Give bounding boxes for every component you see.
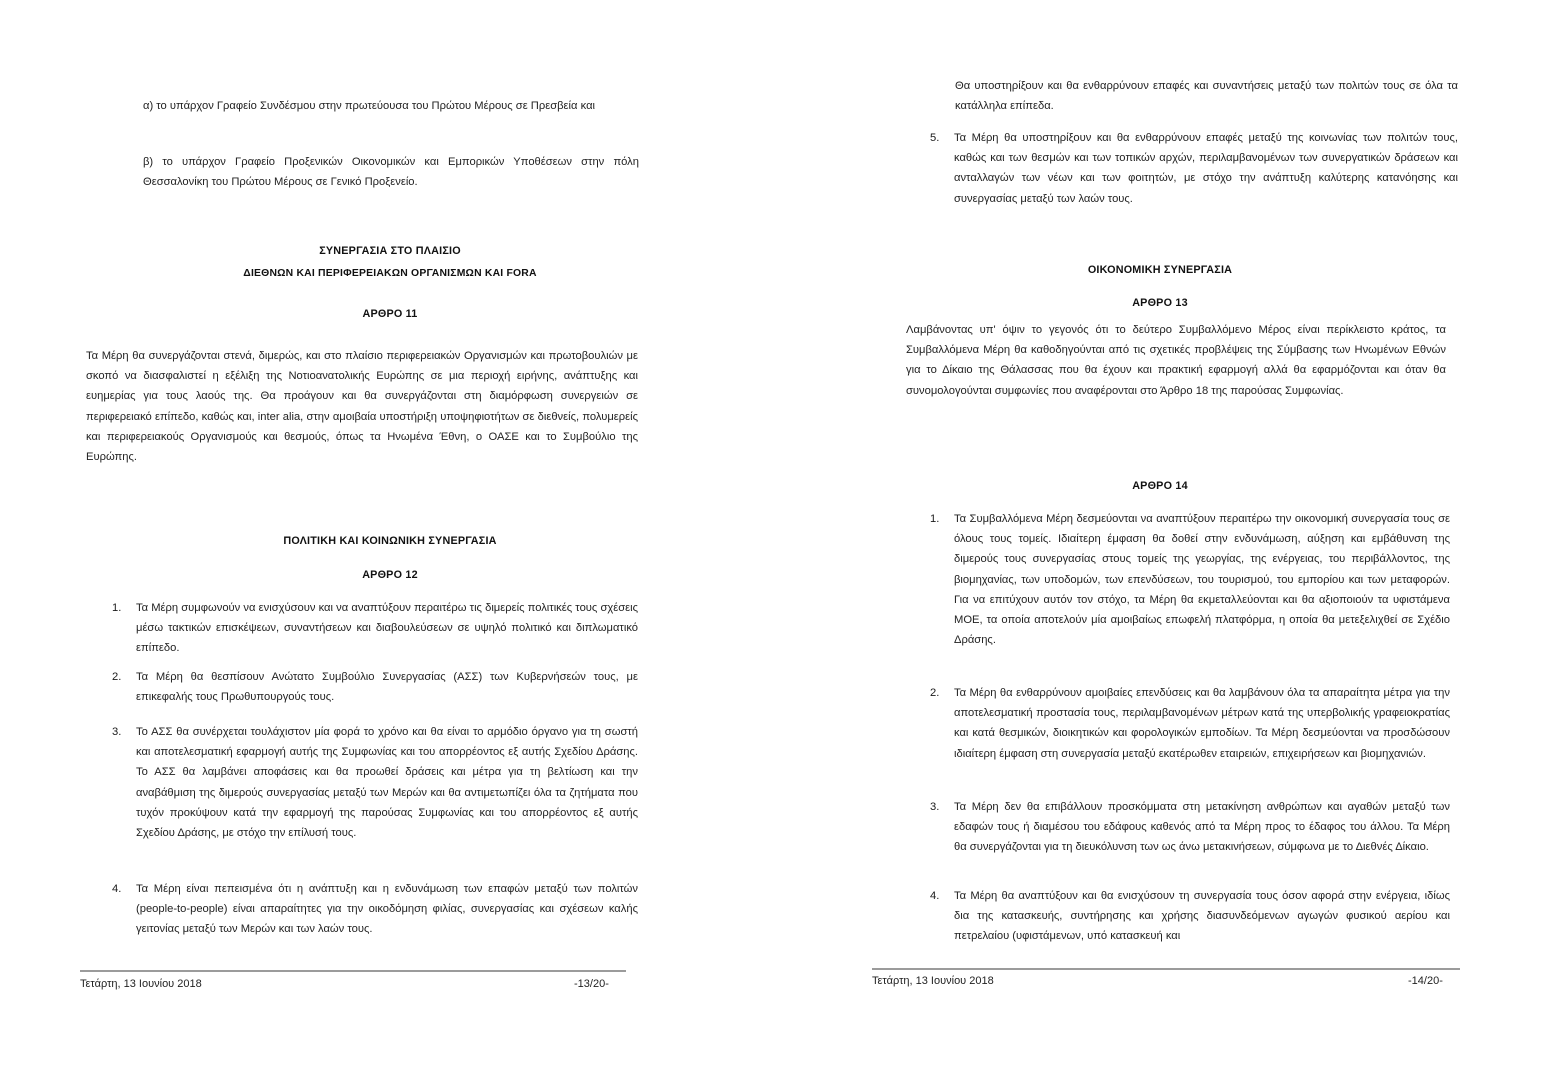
article-11-paragraph xyxy=(86,346,638,467)
article-13-text: Λαμβάνοντας υπ' όψιν το γεγονός ότι το δεύτερο Συμβαλλόμενο Μέρος είναι περίκλειστο κράτος, τα Συμβαλλόμενα Μέρη θα καθοδηγούνται από τις σχετικές προβλέψεις της Σύμβασης των Ηνωμένων Εθνών για το Δίκαιο της Θάλασσας που θα έχουν και πρακτική εφαρμογή αλλά θα εφαρμόζονται και όταν θα συνομολογούνται συμφωνίες που αναφέρονται στο Άρθρο 18 της παρούσας Συμφωνίας. xyxy=(906,324,1446,397)
intro-item-a-text: α) το υπάρχον Γραφείο Συνδέσμου στην πρωτεύουσα του Πρώτου Μέρους σε Πρεσβεία και xyxy=(143,100,596,112)
item-number: 2. xyxy=(930,687,940,699)
section-heading-international: ΣΥΝΕΡΓΑΣΙΑ ΣΤΟ ΠΛΑΙΣΙΟ xyxy=(319,245,461,257)
article-14-item-2 xyxy=(930,683,1450,785)
footer-divider xyxy=(872,968,1460,970)
item-text: Τα Μέρη θα θεσπίσουν Ανώτατο Συμβούλιο Συνεργασίας (ΑΣΣ) των Κυβερνήσεών τους, με επικεφαλής τους Πρωθυπουργούς τους. xyxy=(136,671,638,704)
article-14-item-1 xyxy=(930,509,1450,669)
item-number: 1. xyxy=(112,602,122,614)
item-number: 4. xyxy=(930,890,940,902)
item-number: 5. xyxy=(930,132,940,144)
article-12-item-4 xyxy=(112,879,638,941)
footer-page-number: -13/20- xyxy=(574,978,609,990)
article-14-item-3 xyxy=(930,797,1450,879)
continuation-text: Θα υποστηρίξουν και θα ενθαρρύνουν επαφές και συναντήσεις μεταξύ των πολιτών τους σε όλα τα κατάλληλα επίπεδα. xyxy=(955,80,1458,113)
footer-divider xyxy=(80,970,626,972)
footer-date: Τετάρτη, 13 Ιουνίου 2018 xyxy=(80,978,202,990)
section-heading-political: ΠΟΛΙΤΙΚΗ ΚΑΙ ΚΟΙΝΩΝΙΚΗ ΣΥΝΕΡΓΑΣΙΑ xyxy=(283,535,497,547)
item-text: Τα Συμβαλλόμενα Μέρη δεσμεύονται να αναπτύξουν περαιτέρω την οικονομική συνεργασία τους σε όλους τους τομείς. Ιδιαίτερη έμφαση θα δοθεί στην ενδυνάμωση, αύξηση και εμβάθυνση της διμερούς τους συνεργασίας στους τομείς της γεωργίας, της ενέργειας, του περιβάλλοντος, της βιομηχανίας, των υποδομών, των επενδύσεων, του τουρισμού, του εμπορίου και των μεταφορών. Για να επιτύχουν αυτόν τον στόχο, τα Μέρη θα εκμεταλλεύονται και θα αξιοποιούν τα υφιστάμενα ΜΟΕ, τα οποία αποτελούν μία αμοιβαίως επωφελή πλατφόρμα, η οποία θα μετεξελιχθεί σε Σχέδιο Δράσης. xyxy=(954,513,1450,647)
item-text: Τα Μέρη είναι πεπεισμένα ότι η ανάπτυξη και η ενδυνάμωση των επαφών μεταξύ των πολιτών (people-to-people) είναι απαραίτητες για την οικοδόμηση φιλίας, συνεργασίας και σχέσεων καλής γειτονίας μεταξύ των Μερών και των λαών τους. xyxy=(136,883,638,936)
intro-item-b-text: β) το υπάρχον Γραφείο Προξενικών Οικονομικών και Εμπορικών Υποθέσεων στην πόλη Θεσσαλονίκη του Πρώτου Μέρους σε Γενικό Προξενείο. xyxy=(143,156,639,189)
article-12-item-3 xyxy=(112,722,638,866)
item-text: Τα Μέρη συμφωνούν να ενισχύσουν και να αναπτύξουν περαιτέρω τις διμερείς πολιτικές τους σχέσεις μέσω τακτικών επισκέψεων, συναντήσεων και διαβουλεύσεων σε υψηλό πολιτικό και διπλωματικό επίπεδο. xyxy=(136,602,638,655)
item-number: 4. xyxy=(112,883,122,895)
item-number: 2. xyxy=(112,671,122,683)
section-heading-international-sub: ΔΙΕΘΝΩΝ ΚΑΙ ΠΕΡΙΦΕΡΕΙΑΚΩΝ ΟΡΓΑΝΙΣΜΩΝ ΚΑΙ FORA xyxy=(243,268,537,279)
article-12-heading: ΑΡΘΡΟ 12 xyxy=(362,569,418,581)
article-14-heading: ΑΡΘΡΟ 14 xyxy=(1132,480,1188,492)
article-11-text: Τα Μέρη θα συνεργάζονται στενά, διμερώς, και στο πλαίσιο περιφερειακών Οργανισμών και πρωτοβουλιών με σκοπό να διασφαλιστεί η εξέλιξη της Νοτιοανατολικής Ευρώπης σε μια περιοχή ειρήνης, ανάπτυξης και ευημερίας για τους λαούς της. Θα προάγουν και θα συνεργάζονται στη διαμόρφωση συνεργειών σε περιφερειακό επίπεδο, καθώς και, inter alia, στην αμοιβαία υποστήριξη υποψηφιοτήτων σε διεθνείς, πολυμερείς και περιφερειακούς Οργανισμούς και θεσμούς, όπως τα Ηνωμένα Έθνη, ο ΟΑΣΕ και το Συμβούλιο της Ευρώπης. xyxy=(86,350,638,464)
footer-date: Τετάρτη, 13 Ιουνίου 2018 xyxy=(872,975,994,987)
article-12-item-5 xyxy=(930,128,1458,212)
article-12-item-4-continuation xyxy=(955,76,1458,116)
intro-item-b xyxy=(143,152,639,192)
section-heading-economic: ΟΙΚΟΝΟΜΙΚΗ ΣΥΝΕΡΓΑΣΙΑ xyxy=(1087,264,1233,276)
item-number: 3. xyxy=(112,726,122,738)
article-12-item-1 xyxy=(112,598,638,660)
item-text: Τα Μέρη θα αναπτύξουν και θα ενισχύσουν τη συνεργασία τους όσον αφορά στην ενέργεια, ιδίως δια της κατασκευής, συντήρησης και χρήσης διασυνδεόμενων αγωγών φυσικού αερίου και πετρελαίου (υφιστάμενων, υπό κατασκευή και xyxy=(954,890,1450,943)
item-text: Τα Μέρη δεν θα επιβάλλουν προσκόμματα στη μετακίνηση ανθρώπων και αγαθών μεταξύ των εδαφών τους ή διαμέσου του εδάφους καθενός από τα Μέρη προς το έδαφος του άλλου. Τα Μέρη θα συνεργάζονται για τη διευκόλυνση των ως άνω μετακινήσεων, σύμφωνα με το Διεθνές Δίκαιο. xyxy=(954,801,1450,854)
item-text: Το ΑΣΣ θα συνέρχεται τουλάχιστον μία φορά το χρόνο και θα είναι το αρμόδιο όργανο για τη σωστή και αποτελεσματική εφαρμογή αυτής της Συμφωνίας και του απορρέοντος εξ αυτής Σχεδίου Δράσης. Το ΑΣΣ θα λαμβάνει αποφάσεις και θα προωθεί δράσεις και μέτρα για τη βελτίωση και την αναβάθμιση της διμερούς συνεργασίας μεταξύ των Μερών και θα αντιμετωπίζει όλα τα ζητήματα που τυχόν προκύψουν κατά την εφαρμογή της παρούσας Συμφωνίας και του απορρέοντος εξ αυτής Σχεδίου Δράσης, με στόχο την επίλυσή τους. xyxy=(136,726,638,840)
document-page-13 xyxy=(0,0,720,1090)
document-page-14 xyxy=(780,0,1558,1090)
article-11-heading: ΑΡΘΡΟ 11 xyxy=(362,308,418,320)
item-text: Τα Μέρη θα υποστηρίξουν και θα ενθαρρύνουν επαφές μεταξύ της κοινωνίας των πολιτών τους, καθώς και των θεσμών και των τοπικών αρχών, περιλαμβανομένων των συνεργατικών δράσεων και ανταλλαγών των νέων και των φοιτητών, με στόχο την ανάπτυξη καλύτερης κατανόησης και συνεργασίας μεταξύ των λαών τους. xyxy=(954,132,1458,205)
footer-page-number: -14/20- xyxy=(1408,975,1443,987)
item-text: Τα Μέρη θα ενθαρρύνουν αμοιβαίες επενδύσεις και θα λαμβάνουν όλα τα απαραίτητα μέτρα για την αποτελεσματική προστασία τους, περιλαμβανομένων μέτρων κατά της υπερβολικής γραφειοκρατίας και κατά θεσμικών, διοικητικών και φορολογικών εμποδίων. Τα Μέρη δεσμεύονται να προσδώσουν ιδιαίτερη έμφαση στη συνεργασία μεταξύ εκατέρωθεν εταιρειών, επιχειρήσεων και βιομηχανιών. xyxy=(954,687,1450,760)
intro-item-a xyxy=(143,96,639,116)
item-number: 1. xyxy=(930,513,940,525)
item-number: 3. xyxy=(930,801,940,813)
article-13-heading: ΑΡΘΡΟ 13 xyxy=(1132,297,1188,309)
article-12-item-2 xyxy=(112,667,638,709)
article-14-item-4 xyxy=(930,886,1450,948)
article-13-paragraph xyxy=(906,320,1446,401)
